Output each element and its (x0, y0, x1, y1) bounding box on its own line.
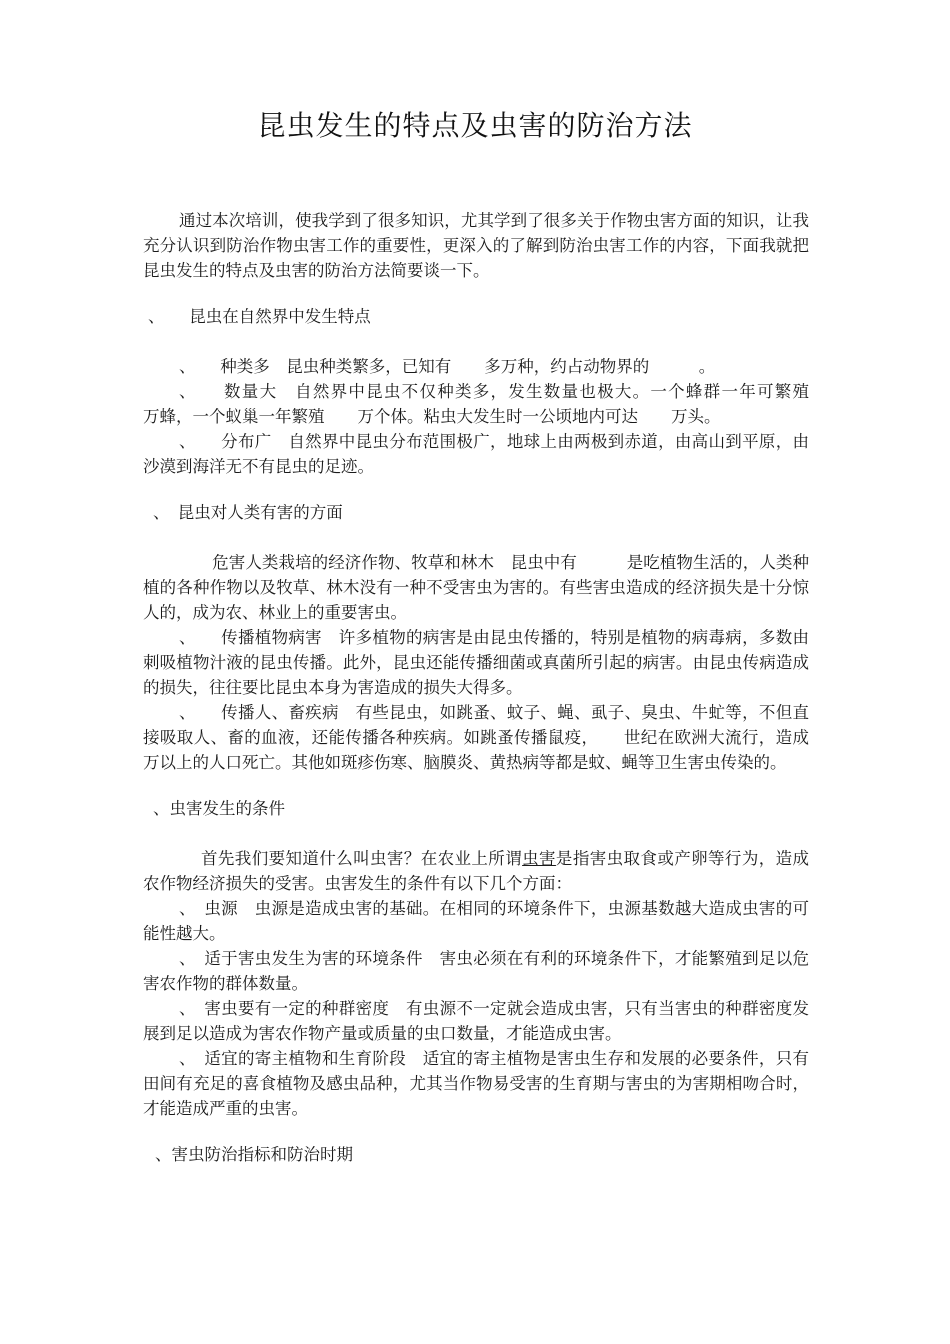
section3-paragraph-3: 、 适于害虫发生为害的环境条件 害虫必须在有利的环境条件下，才能繁殖到足以危害农作物的群体数量。 (143, 949, 809, 993)
document-body (143, 208, 859, 1192)
section3-p1-before: 首先我们要知道什么叫虫害？在农业上所谓 (201, 849, 523, 868)
section3-paragraph-2: 、 虫源 虫源是造成虫害的基础。在相同的环境条件下，虫源基数越大造成虫害的可能性越大。 (143, 899, 809, 943)
section1-paragraph-2: 、 数量大 自然界中昆虫不仅种类多，发生数量也极大。一个蜂群一年可繁殖 万蜂，一个蚁巢一年繁殖 万个体。粘虫大发生时一公顷地内可达 万头。 (143, 382, 842, 426)
section1-paragraph-1: 、 种类多 昆虫种类繁多，已知有 多万种，约占动物界的 。 (179, 357, 716, 376)
pest-term-link[interactable]: 虫害 (522, 849, 556, 868)
section3-paragraph-1 (143, 846, 809, 896)
section3-heading: 、虫害发生的条件 (153, 799, 285, 818)
section2-heading: 、 昆虫对人类有害的方面 (153, 503, 343, 522)
section2-paragraph-3: 、 传播人、畜疾病 有些昆虫，如跳蚤、蚊子、蝇、虱子、臭虫、牛虻等，不但直接吸取人、畜的血液，还能传播各种疾病。如跳蚤传播鼠疫， 世纪在欧洲大流行，造成 万以上的人口死亡。其他如斑疹伤寒、脑膜炎、黄热病等都是蚊、蝇等卫生害虫传染的。 (143, 703, 859, 772)
section4-heading: 、害虫防治指标和防治时期 (155, 1145, 353, 1164)
section3-paragraph-5: 、 适宜的寄主植物和生育阶段 适宜的寄主植物是害虫生存和发展的必要条件，只有田间有充足的喜食植物及感虫品种，尤其当作物易受害的生育期与害虫的为害期相吻合时，才能造成严重的虫害。 (143, 1049, 809, 1118)
page-title: 昆虫发生的特点及虫害的防治方法 (257, 109, 693, 142)
section1-paragraph-3: 、 分布广 自然界中昆虫分布范围极广，地球上由两极到赤道，由高山到平原，由沙漠到海洋无不有昆虫的足迹。 (143, 432, 809, 476)
section3-p1-after: 是指害虫取食或产卵等行为，造成农作物经济损失的受害。虫害发生的条件有以下几个方面： (143, 849, 810, 893)
section1-heading: 、 昆虫在自然界中发生特点 (148, 307, 371, 326)
section2-paragraph-1: 危害人类栽培的经济作物、牧草和林木 昆虫中有 是吃植物生活的，人类种植的各种作物以及牧草、林木没有一种不受害虫为害的。有些害虫造成的经济损失是十分惊人的，成为农、林业上的重要害虫。 (143, 553, 809, 622)
section3-paragraph-4: 、 害虫要有一定的种群密度 有虫源不一定就会造成虫害，只有当害虫的种群密度发展到足以造成为害农作物产量或质量的虫口数量，才能造成虫害。 (143, 999, 809, 1043)
section2-paragraph-2: 、 传播植物病害 许多植物的病害是由昆虫传播的，特别是植物的病毒病，多数由刺吸植物汁液的昆虫传播。此外，昆虫还能传播细菌或真菌所引起的病害。由昆虫传病造成的损失，往往要比昆虫本身为害造成的损失大得多。 (143, 628, 809, 697)
intro-paragraph: 通过本次培训，使我学到了很多知识，尤其学到了很多关于作物虫害方面的知识，让我充分认识到防治作物虫害工作的重要性，更深入的了解到防治虫害工作的内容，下面我就把昆虫发生的特点及虫害的防治方法简要谈一下。 (143, 211, 809, 280)
